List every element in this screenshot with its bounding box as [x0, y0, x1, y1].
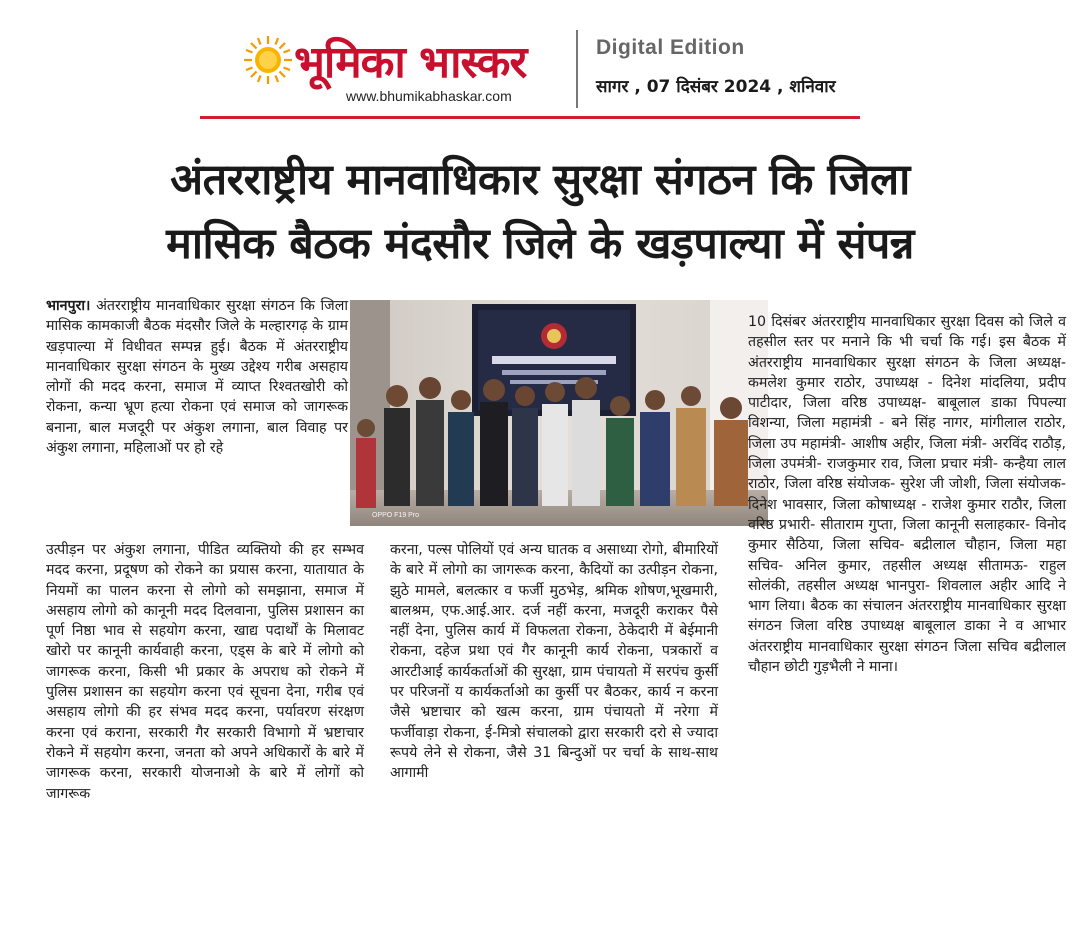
masthead [238, 22, 858, 114]
headline-line-2: मासिक बैठक मंदसौर जिले के खड़पाल्या में संपन्न [166, 219, 914, 269]
article-headline [30, 148, 1050, 276]
article-column-1-bottom [46, 540, 364, 804]
masthead-dateline: सागर , 07 दिसंबर 2024 , शनिवार [596, 77, 836, 97]
article-column-1-top [46, 296, 348, 458]
edition-label: Digital Edition [596, 36, 745, 59]
masthead-rule [200, 116, 860, 119]
article-dateline: भानपुरा। [46, 298, 91, 314]
article-column-3 [748, 312, 1066, 677]
camera-stamp: OPPO F19 Pro [372, 512, 420, 519]
article-text-col3: 10 दिसंबर अंतरराष्ट्रीय मानवाधिकार सुरक्षा दिवस को जिले व तहसील स्तर पर मनाने कि भी चर्चा कि गई। इस बैठक में अंतरराष्ट्रीय मानवाधिकार सुरक्षा संगठन के जिला अध्यक्ष- कमलेश कुमार राठोर, उपाध्यक्ष - दिनेश मांदलिया, प्रदीप पाटीदार, जिला वरिष्ठ उपाध्यक्ष- बाबूलाल डाका पिपल्या विशन्या, जिला महामंत्री - बने सिंह नागर, मांगीलाल राठोर, जिला उप महामंत्री- आशीष अहीर, जिला मंत्री- अरविंद राठौड़, जिला उपमंत्री- राजकुमार राव, जिला प्रचार मंत्री- कन्हैया लाल राठोर, जिला वरिष्ठ संयोजक- सुरेश जी जोशी, जिला संयोजक- दिनेश भावसार, जिला कोषाध्यक्ष - राजेश कुमार राठौर, जिला वरिष्ठ प्रभारी- सीताराम गुप्ता, जिला कानूनी सलाहकार- विनोद कुमार सैठिया, जिला सचिव- बद्रीलाल चौहान, जिला महा सचिव- अनिल कुमार, तहसील अध्यक्ष सीतामऊ- राहुल सोलंकी, तहसील अध्यक्ष भानपुरा- शिवलाल अहीर आदि ने भाग लिया। बैठक का संचालन अंतरराष्ट्रीय मानवाधिकार सुरक्षा संगठन जिला वरिष्ठ उपाध्यक्ष बाबूलाल डाका ने व आभार अंतरराष्ट्रीय मानवाधिकार सुरक्षा संगठन जिला सचिव बद्रीलाल चौहान छोटी गुड़भैली ने माना। [748, 314, 1066, 676]
masthead-url[interactable]: www.bhumikabhaskar.com [346, 88, 512, 104]
headline-line-1: अंतरराष्ट्रीय मानवाधिकार सुरक्षा संगठन कि जिला [170, 155, 910, 205]
article-text-col1-bottom: उत्पीड़न पर अंकुश लगाना, पीडित व्यक्तियो की हर सम्भव मदद करना, प्रदूषण को रोकने का प्रयास करना, यातायात के नियमों का पालन करना से लोगो को समझाना, समाज में असहाय लोगो को कानूनी मदद दिलवाना, पुलिस प्रशासन का पूर्ण निष्ठा भाव से सहयोग करना, खाद्य पदार्थों के मिलावट खोरो पर कानूनी कार्यवाही करना, एड्स के बारे में लोगो को जागरूक करना, किसी भी प्रकार के अपराध को रोकने में पुलिस प्रशासन का सहयोग करना एवं सूचना देना, गरीब एवं असहाय लोगो की हर संभव मदद करना, पर्यावरण संरक्षण करना एवं कराना, सरकारी गैर सरकारी विभागो में भ्रष्टाचार रोकने में सहयोग करना, जनता को अपने अधिकारों के बारे में जागरूक करना, सरकारी योजनाओ के बारे में लोगों को जागरूक [46, 542, 364, 802]
article-photo [350, 300, 768, 526]
article-text-col2: करना, पल्स पोलियों एवं अन्य घातक व असाध्या रोगो, बीमारियों के बारे में लोगो का जागरूक करना, कैदियों का उत्पीड़न रोकना, झुठे मामले, बलत्कार व फर्जी मुठभेड़, श्रमिक शोषण,भूखमारी, बालश्रम, एफ.आई.आर. दर्ज नहीं करना, मजदूरी कराकर पैसे नहीं देना, पुलिस कार्य में विफलता रोकना, ठेकेदारी में बेईमानी रोकना, दहेज प्रथा एवं गैर कानूनी कार्य रोकना, पत्रकारों व आरटीआई कार्यकर्ताओं की सुरक्षा, ग्राम पंचायतो में सरपंच कुर्सी पर परिजनों य कार्यकर्ताओ का कुर्सी पर बैठकर, कार्य न करना जैसे भ्रष्टाचार को खत्म करना, ग्राम पंचायतो में नरेगा में फर्जीवाड़ा रोकना, ई-मित्रो संचालको द्वारा सरकारी दरो से ज्यादा रूपये लेने से रोकना, जैसे 31 बिन्दुओं पर चर्चा के साथ-साथ आगामी [390, 542, 718, 782]
sun-logo-icon [242, 34, 294, 86]
group-photo-image [350, 300, 768, 526]
article-text-col1-top: अंतरराष्ट्रीय मानवाधिकार सुरक्षा संगठन कि जिला मासिक कामकाजी बैठक मंदसौर जिले के मल्हारगढ़ के ग्राम खड़पाल्या में विधीवत सम्पन्न हुई। बैठक में अंतरराष्ट्रीय मानवाधिकार सुरक्षा संगठन के मुख्य उद्देश्य गरीब असहाय लोगों की मदद करना, समाज में व्याप्त रिश्वतखोरी को रोकना, कन्या भ्रूण हत्या रोकना एवं समाज को जागरूक बनाना, बाल मजदूरी पर अंकुश लगाना, बाल विवाह पर अंकुश लगाना, महिलाओं पर हो रहे [46, 298, 348, 457]
masthead-name: भूमिका भास्कर [294, 37, 527, 88]
masthead-divider [576, 30, 578, 108]
article-column-2 [390, 540, 718, 784]
